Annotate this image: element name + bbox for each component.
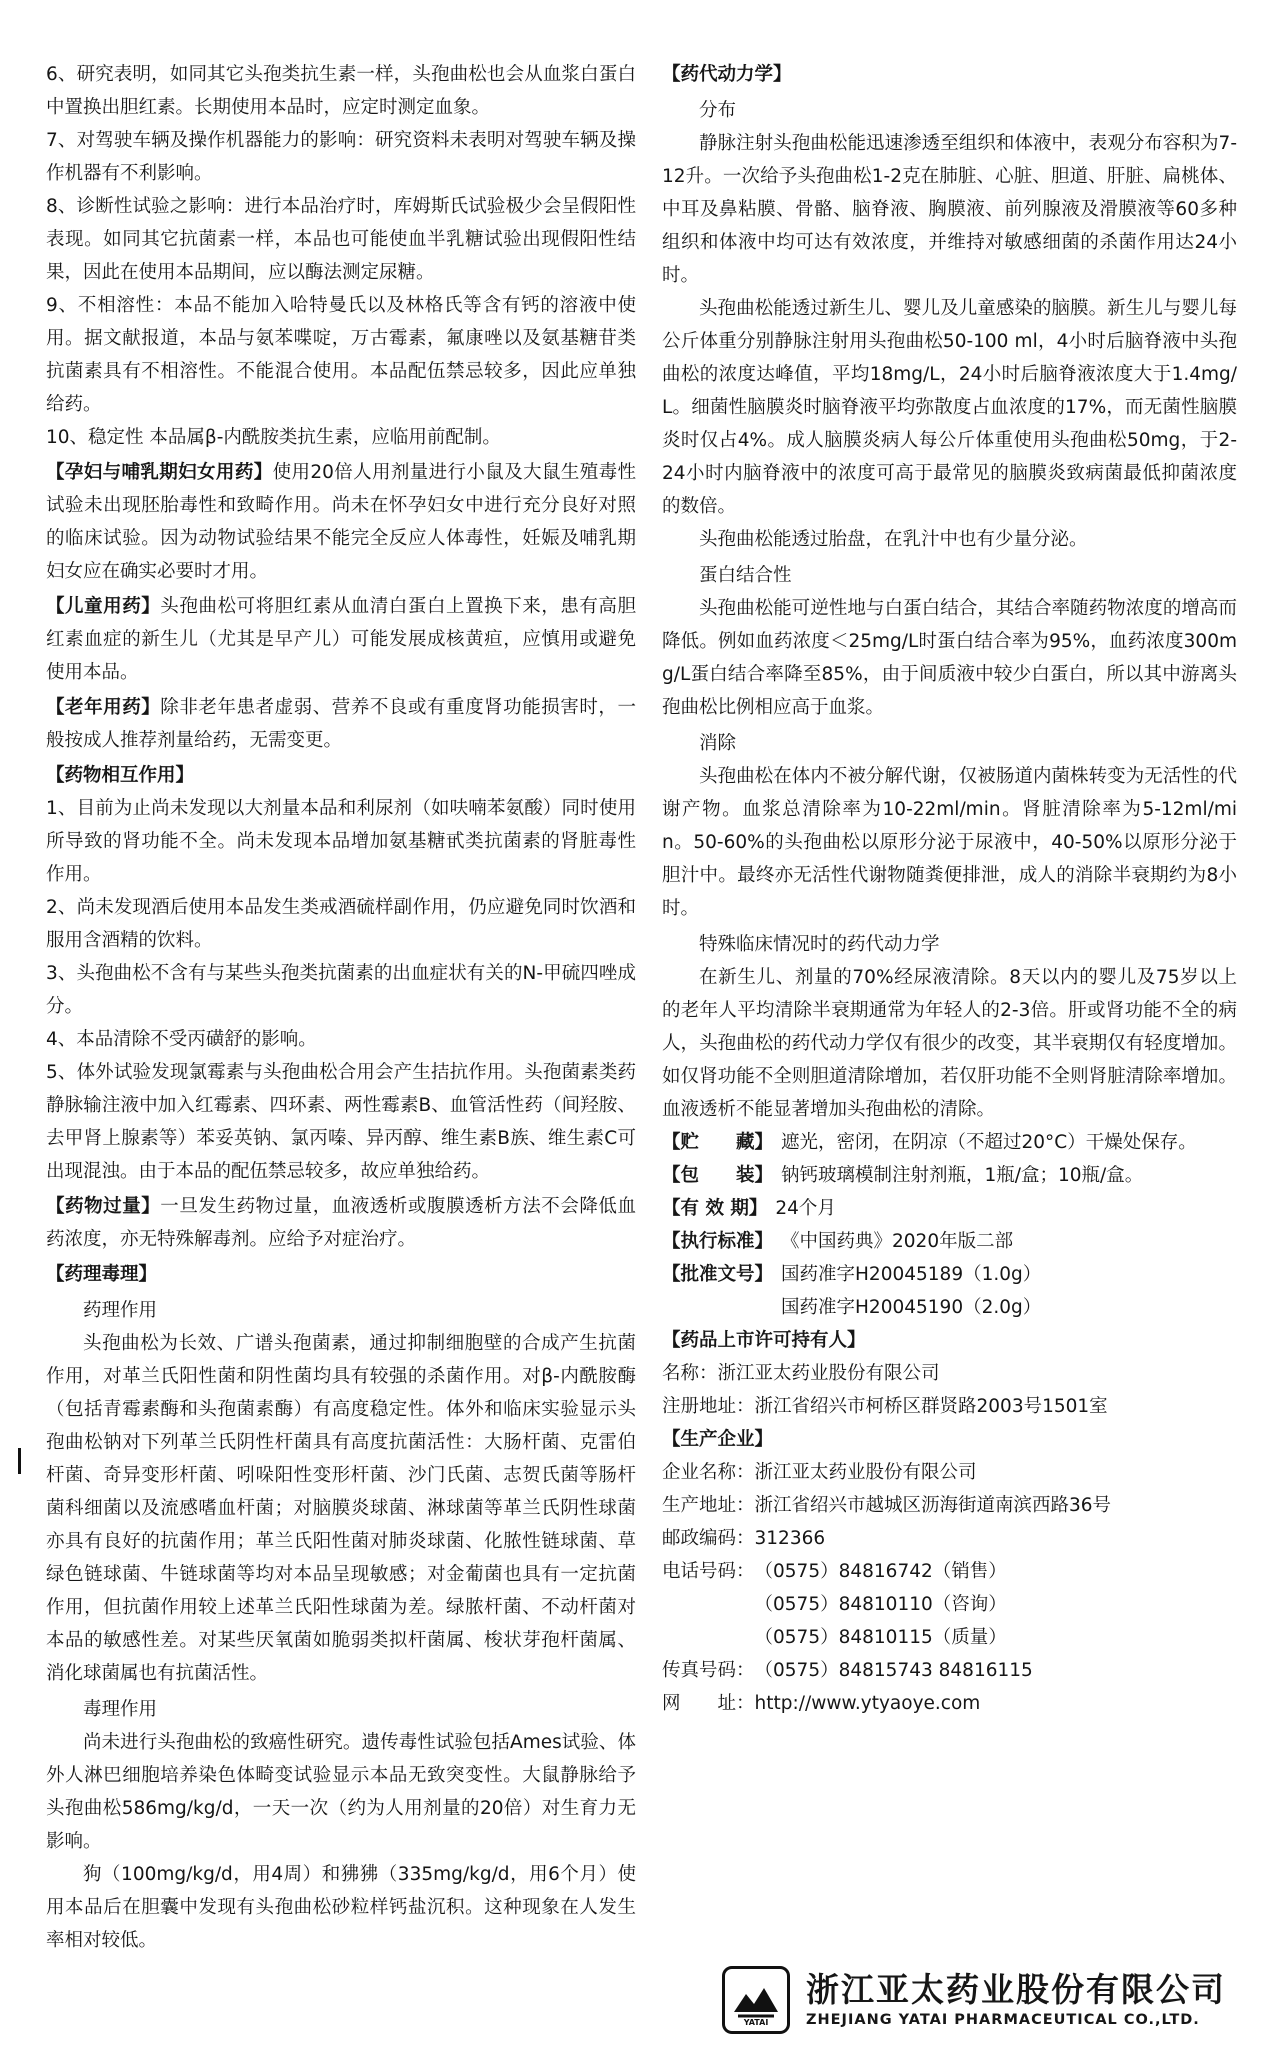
pk-title: 【药代动力学】 — [662, 64, 792, 85]
mah-title: 【药品上市许可持有人】 — [662, 1330, 866, 1351]
interaction-title: 【药物相互作用】 — [46, 765, 195, 786]
postal-label: 邮政编码： — [662, 1528, 755, 1549]
website-row — [662, 1687, 1237, 1720]
mah-address-row — [662, 1390, 1237, 1423]
mah-name-row — [662, 1357, 1237, 1390]
overdose-section — [46, 1190, 636, 1256]
phone-values — [755, 1555, 1007, 1654]
distribution-subtitle: 分布 — [699, 100, 737, 121]
special-pk-subtitle: 特殊临床情况时的药代动力学 — [699, 934, 940, 955]
storage-row — [662, 1126, 1237, 1159]
company-footer — [722, 1955, 1242, 2045]
package-value: 钠钙玻璃模制注射剂瓶，1瓶/盒；10瓶/盒。 — [781, 1165, 1144, 1186]
precaution-item-6: 6、研究表明，如同其它头孢类抗生素一样，头孢曲松也会从血浆白蛋白中置换出胆红素。长期使用本品时，应定时测定血象。 — [46, 64, 636, 118]
pregnancy-section — [46, 456, 636, 588]
package-row — [662, 1159, 1237, 1192]
manufacturer-title: 【生产企业】 — [662, 1429, 774, 1450]
toxicology-subtitle: 毒理作用 — [83, 1699, 158, 1720]
mfr-name-label: 企业名称： — [662, 1462, 755, 1483]
geriatric-section — [46, 691, 636, 757]
website-value: http://www.ytyaoye.com — [754, 1693, 981, 1714]
approval-label: 【批准文号】 — [662, 1264, 774, 1285]
geriatric-text: 除非老年患者虚弱、营养不良或有重度肾功能损害时，一般按成人推荐剂量给药，无需变更。 — [46, 697, 636, 751]
company-name-block — [806, 1970, 1226, 2030]
pediatric-section — [46, 590, 636, 689]
standard-value: 《中国药典》2020年版二部 — [781, 1231, 1014, 1252]
phone-row — [662, 1555, 1237, 1654]
protein-binding-subtitle: 蛋白结合性 — [699, 565, 792, 586]
pediatric-title: 【儿童用药】 — [46, 596, 161, 617]
approval-number-2: 国药准字H20045190（2.0g） — [781, 1297, 1042, 1318]
pregnancy-title: 【孕妇与哺乳期妇女用药】 — [46, 462, 273, 483]
yatai-logo-icon — [728, 1972, 784, 2028]
overdose-title: 【药物过量】 — [46, 1196, 161, 1217]
pharmacology-text: 头孢曲松为长效、广谱头孢菌素，通过抑制细胞壁的合成产生抗菌作用，对革兰氏阳性菌和阴性菌均具有较强的杀菌作用。对β-内酰胺酶（包括青霉素酶和头孢菌素酶）有高度稳定性。体外和临床实验显示头孢曲松钠对下列革兰氏阴性杆菌具有高度抗菌活性：大肠杆菌、克雷伯杆菌、奇异变形杆菌、吲哚阳性变形杆菌、沙门氏菌、志贺氏菌等肠杆菌科细菌以及流感嗜血杆菌；对脑膜炎球菌、淋球菌等革兰氏阴性球菌亦具有良好的抗菌作用；革兰氏阳性菌对肺炎球菌、化脓性链球菌、草绿色链球菌、牛链球菌等均对本品呈现敏感；对金葡菌也具有一定抗菌作用，但抗菌作用较上述革兰氏阳性球菌为差。绿脓杆菌、不动杆菌对本品的敏感性差。对某些厌氧菌如脆弱类拟杆菌属、梭状芽孢杆菌属、消化球菌属也有抗菌活性。 — [46, 1333, 636, 1684]
validity-row — [662, 1192, 1237, 1225]
interaction-item-1: 1、目前为止尚未发现以大剂量本品和利尿剂（如呋喃苯氨酸）同时使用所导致的肾功能不全。尚未发现本品增加氨基糖甙类抗菌素的肾脏毒性作用。 — [46, 798, 636, 885]
phone-sales: （0575）84816742（销售） — [754, 1561, 1007, 1582]
fax-row — [662, 1654, 1237, 1687]
mfr-address-value: 浙江省绍兴市越城区沥海街道南滨西路36号 — [754, 1495, 1112, 1516]
phone-consult: （0575）84810110（咨询） — [754, 1594, 1007, 1615]
distribution-text-3: 头孢曲松能透过胎盘，在乳汁中也有少量分泌。 — [699, 529, 1088, 550]
postal-value: 312366 — [754, 1528, 826, 1549]
geriatric-title: 【老年用药】 — [46, 697, 161, 718]
interaction-item-3: 3、头孢曲松不含有与某些头孢类抗菌素的出血症状有关的N-甲硫四唑成分。 — [46, 963, 636, 1017]
interaction-item-2: 2、尚未发现酒后使用本品发生类戒酒硫样副作用，仍应避免同时饮酒和服用含酒精的饮料。 — [46, 897, 636, 951]
mfr-name-value: 浙江亚太药业股份有限公司 — [754, 1462, 977, 1483]
mfr-address-label: 生产地址： — [662, 1495, 755, 1516]
precaution-item-7: 7、对驾驶车辆及操作机器能力的影响：研究资料未表明对驾驶车辆及操作机器有不利影响。 — [46, 130, 636, 184]
approval-number-1: 国药准字H20045189（1.0g） — [781, 1264, 1042, 1285]
mfr-name-row — [662, 1456, 1237, 1489]
pharmacology-subtitle: 药理作用 — [83, 1300, 158, 1321]
precaution-item-10: 10、稳定性 本品属β-内酰胺类抗生素，应临用前配制。 — [46, 427, 501, 448]
standard-row — [662, 1225, 1237, 1258]
company-name-en: ZHEJIANG YATAI PHARMACEUTICAL CO.,LTD. — [806, 2012, 1200, 2028]
company-name-cn: 浙江亚太药业股份有限公司 — [806, 1970, 1226, 2009]
left-column — [46, 58, 636, 1957]
toxicology-text-2: 狗（100mg/kg/d，用4周）和狒狒（335mg/kg/d，用6个月）使用本品后在胆囊中发现有头孢曲松砂粒样钙盐沉积。这种现象在人发生率相对较低。 — [46, 1864, 636, 1951]
approval-values — [781, 1258, 1041, 1324]
storage-value: 遮光，密闭，在阴凉（不超过20°C）干燥处保存。 — [781, 1132, 1197, 1153]
mfr-address-row — [662, 1489, 1237, 1522]
postal-row — [662, 1522, 1237, 1555]
website-label: 网 址： — [662, 1693, 755, 1714]
margin-mark — [18, 1448, 21, 1474]
fax-label: 传真号码： — [662, 1660, 755, 1681]
protein-binding-text: 头孢曲松能可逆性地与白蛋白结合，其结合率随药物浓度的增高而降低。例如血药浓度＜25mg/L时蛋白结合率为95%，血药浓度300mg/L蛋白结合率降至85%，由于间质液中较少白蛋白，所以其中游离头孢曲松比例相应高于血浆。 — [662, 598, 1237, 718]
logo-text: YATAI — [743, 2018, 769, 2027]
distribution-text-1: 静脉注射头孢曲松能迅速渗透至组织和体液中，表观分布容积为7-12升。一次给予头孢曲松1-2克在肺脏、心脏、胆道、肝脏、扁桃体、中耳及鼻粘膜、骨骼、脑脊液、胸膜液、前列腺液及滑膜液等60多种组织和体液中均可达有效浓度，并维持对敏感细菌的杀菌作用达24小时。 — [662, 133, 1237, 286]
phone-quality: （0575）84810115（质量） — [754, 1627, 1007, 1648]
precaution-item-8: 8、诊断性试验之影响：进行本品治疗时，库姆斯氏试验极少会呈假阳性表现。如同其它抗菌素一样，本品也可能使血半乳糖试验出现假阳性结果，因此在使用本品期间，应以酶法测定尿糖。 — [46, 196, 636, 283]
pregnancy-text: 使用20倍人用剂量进行小鼠及大鼠生殖毒性试验未出现胚胎毒性和致畸作用。尚未在怀孕妇女中进行充分良好对照的临床试验。因为动物试验结果不能完全反应人体毒性，妊娠及哺乳期妇女应在确实必要时才用。 — [46, 462, 636, 582]
precaution-item-9: 9、不相溶性：本品不能加入哈特曼氏以及林格氏等含有钙的溶液中使用。据文献报道，本品与氨苯喋啶，万古霉素，氟康唑以及氨基糖苷类抗菌素具有不相溶性。不能混合使用。本品配伍禁忌较多，因此应单独给药。 — [46, 295, 636, 415]
elimination-subtitle: 消除 — [699, 733, 737, 754]
overdose-text: 一旦发生药物过量，血液透析或腹膜透析方法不会降低血药浓度，亦无特殊解毒剂。应给予对症治疗。 — [46, 1196, 636, 1250]
special-pk-text: 在新生儿、剂量的70%经尿液清除。8天以内的婴儿及75岁以上的老年人平均清除半衰期通常为年轻人的2-3倍。肝或肾功能不全的病人，头孢曲松的药代动力学仅有很少的改变，其半衰期仅有轻度增加。如仅肾功能不全则胆道清除增加，若仅肝功能不全则肾脏清除率增加。血液透析不能显著增加头孢曲松的清除。 — [662, 967, 1237, 1120]
storage-label: 【贮 藏】 — [662, 1132, 774, 1153]
mah-name-label: 名称： — [662, 1363, 718, 1384]
mah-name-value: 浙江亚太药业股份有限公司 — [717, 1363, 940, 1384]
phone-label: 电话号码： — [662, 1561, 755, 1582]
toxicology-text-1: 尚未进行头孢曲松的致癌性研究。遗传毒性试验包括Ames试验、体外人淋巴细胞培养染色体畸变试验显示本品无致突变性。大鼠静脉给予头孢曲松586mg/kg/d，一天一次（约为人用剂量的20倍）对生育力无影响。 — [46, 1732, 636, 1852]
fax-value: （0575）84815743 84816115 — [754, 1660, 1033, 1681]
elimination-text: 头孢曲松在体内不被分解代谢，仅被肠道内菌株转变为无活性的代谢产物。血浆总清除率为10-22ml/min。肾脏清除率为5-12ml/min。50-60%的头孢曲松以原形分泌于尿液中，40-50%以原形分泌于胆汁中。最终亦无活性代谢物随粪便排泄，成人的消除半衰期约为8小时。 — [662, 766, 1237, 919]
validity-label: 【有 效 期】 — [662, 1198, 768, 1219]
interaction-item-4: 4、本品清除不受丙磺舒的影响。 — [46, 1029, 317, 1050]
package-label: 【包 装】 — [662, 1165, 774, 1186]
pediatric-text: 头孢曲松可将胆红素从血清白蛋白上置换下来，患有高胆红素血症的新生儿（尤其是早产儿）可能发展成核黄疸，应慎用或避免使用本品。 — [46, 596, 636, 683]
standard-label: 【执行标准】 — [662, 1231, 774, 1252]
validity-value: 24个月 — [775, 1198, 836, 1219]
company-logo — [722, 1966, 790, 2034]
approval-row — [662, 1258, 1237, 1324]
right-column — [662, 58, 1237, 1720]
distribution-text-2: 头孢曲松能透过新生儿、婴儿及儿童感染的脑膜。新生儿与婴儿每公斤体重分别静脉注射用头孢曲松50-100 ml，4小时后脑脊液中头孢曲松的浓度达峰值，平均18mg/L，24小时后脑脊液浓度大于1.4mg/L。细菌性脑膜炎时脑脊液平均弥散度占血浓度的17%，而无菌性脑膜炎时仅占4%。成人脑膜炎病人每公斤体重使用头孢曲松50mg，于2-24小时内脑脊液中的浓度可高于最常见的脑膜炎致病菌最低抑菌浓度的数倍。 — [662, 298, 1237, 517]
mah-address-label: 注册地址： — [662, 1396, 755, 1417]
interaction-item-5: 5、体外试验发现氯霉素与头孢曲松合用会产生拮抗作用。头孢菌素类药静脉输注液中加入红霉素、四环素、两性霉素B、血管活性药（间羟胺、去甲肾上腺素等）苯妥英钠、氯丙嗪、异丙醇、维生素B族、维生素C可出现混浊。由于本品的配伍禁忌较多，故应单独给药。 — [46, 1062, 636, 1182]
pharmtox-title: 【药理毒理】 — [46, 1264, 158, 1285]
mah-address-value: 浙江省绍兴市柯桥区群贤路2003号1501室 — [754, 1396, 1108, 1417]
